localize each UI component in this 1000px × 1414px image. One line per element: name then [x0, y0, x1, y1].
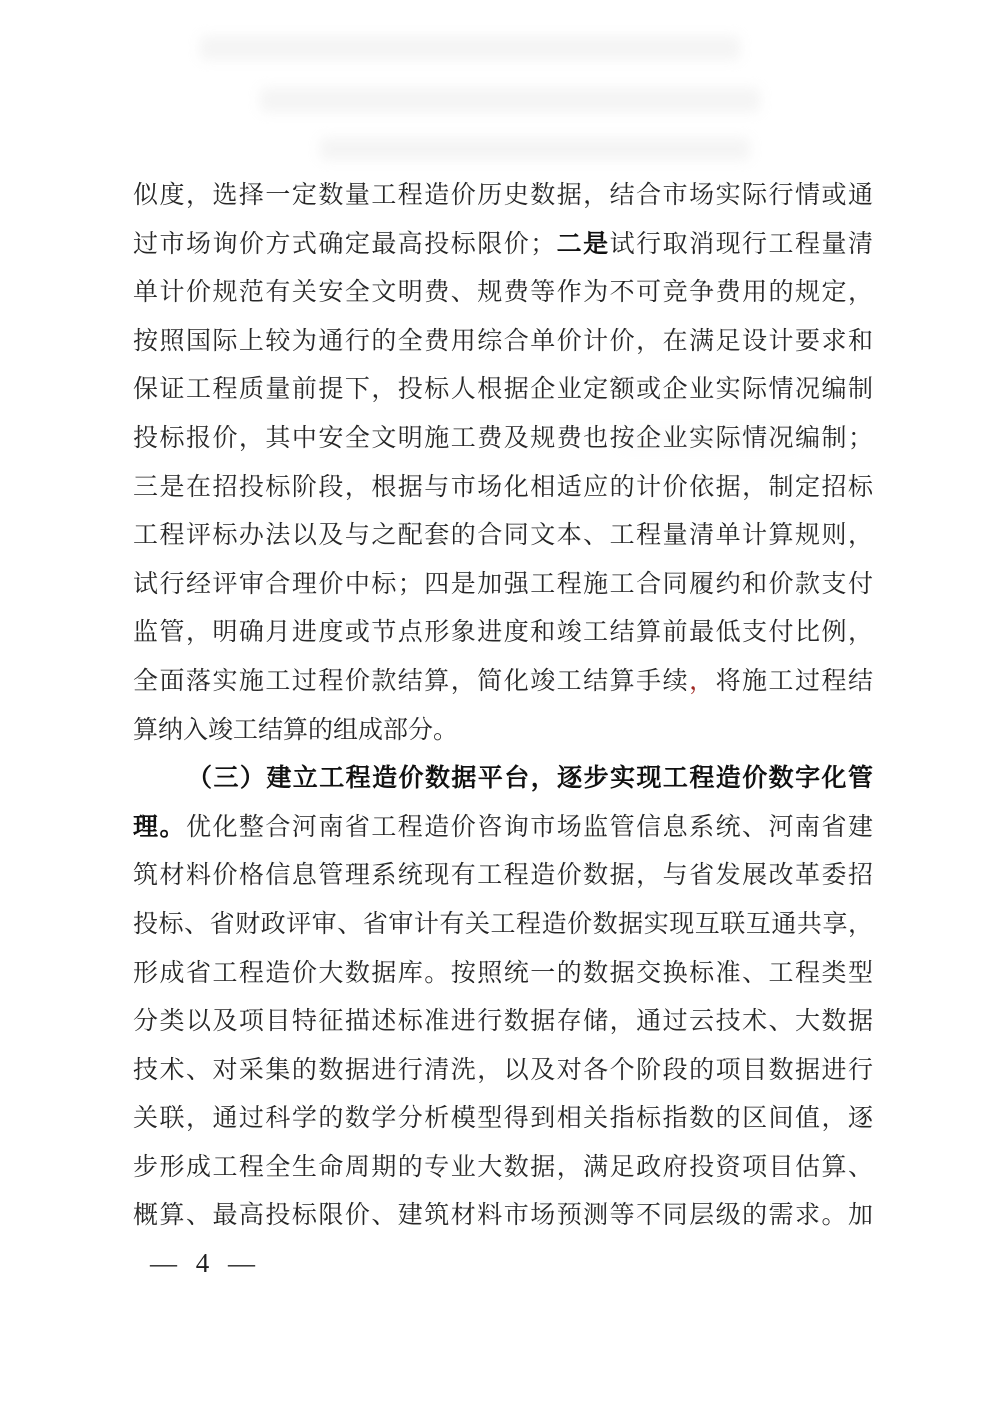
- text-segment: 分类以及项目特征描述标准进行数据存储，通过云技术、大数据: [133, 1008, 873, 1036]
- red-comma: ，: [689, 667, 716, 695]
- text-segment: 投标报价，其中安全文明施工费及规费也按企业实际情况编制；: [133, 424, 873, 452]
- text-segment: 形成省工程造价大数据库。按照统一的数据交换标准、工程类型: [133, 959, 873, 987]
- text-line: [133, 318, 873, 367]
- text-segment: 关联，通过科学的数学分析模型得到相关指标指数的区间值，逐: [133, 1105, 873, 1133]
- text-line: [133, 1095, 873, 1144]
- text-segment: 过市场询价方式确定最高投标限价；: [133, 230, 556, 258]
- text-segment: 单计价规范有关安全文明费、规费等作为不可竞争费用的规定，: [133, 279, 873, 307]
- text-line: [133, 269, 873, 318]
- text-segment: 试行取消现行工程量清: [609, 230, 873, 258]
- text-segment: 技术、对采集的数据进行清洗，以及对各个阶段的项目数据进行: [133, 1056, 873, 1084]
- text-line: [133, 1192, 873, 1241]
- text-segment: 全面落实施工过程价款结算，简化竣工结算手续: [133, 667, 690, 695]
- text-segment: 试行经评审合理价中标；四是加强工程施工合同履约和价款支付: [133, 570, 873, 598]
- scan-bleedthrough-artifact: [260, 88, 760, 112]
- text-segment: 三是在招投标阶段，根据与市场化相适应的计价依据，制定招标: [133, 473, 873, 501]
- text-line: [133, 561, 873, 610]
- text-segment: 投标、省财政评审、省审计有关工程造价数据实现互联互通共享，: [133, 910, 873, 938]
- text-line: [133, 609, 873, 658]
- text-line: [133, 1047, 873, 1096]
- text-line: [133, 901, 873, 950]
- text-segment: 保证工程质量前提下，投标人根据企业定额或企业实际情况编制: [133, 376, 873, 404]
- text-line: [133, 415, 873, 464]
- scan-bleedthrough-artifact: [320, 138, 750, 160]
- text-line: [133, 366, 873, 415]
- text-segment: 似度，选择一定数量工程造价历史数据，结合市场实际行情或通: [133, 182, 873, 209]
- text-line: [133, 804, 873, 853]
- text-line: [133, 172, 873, 221]
- text-segment: 按照国际上较为通行的全费用综合单价计价，在满足设计要求和: [133, 327, 873, 355]
- text-line: [133, 658, 873, 707]
- text-line: [133, 464, 873, 513]
- scan-bleedthrough-artifact: [200, 36, 740, 60]
- text-segment: 筑材料价格信息管理系统现有工程造价数据，与省发展改革委招: [133, 862, 873, 890]
- text-line: [133, 707, 873, 756]
- bold-text-segment: 理。: [133, 813, 186, 841]
- text-line: [133, 852, 873, 901]
- text-line: [133, 512, 873, 561]
- text-line: [133, 1144, 873, 1193]
- text-segment: 优化整合河南省工程造价咨询市场监管信息系统、河南省建: [185, 813, 873, 841]
- text-segment: 工程评标办法以及与之配套的合同文本、工程量清单计算规则，: [133, 522, 873, 550]
- text-segment: 监管，明确月进度或节点形象进度和竣工结算前最低支付比例，: [133, 619, 873, 647]
- text-segment: 算纳入竣工结算的组成部分。: [133, 716, 459, 744]
- text-block: [133, 172, 873, 1241]
- page-number: — 4 —: [150, 1248, 261, 1278]
- text-segment: 概算、最高投标限价、建筑材料市场预测等不同层级的需求。加: [133, 1202, 873, 1230]
- text-segment: 将施工过程结: [715, 667, 873, 695]
- bold-text-segment: 二是: [555, 230, 610, 258]
- text-segment: 步形成工程全生命周期的专业大数据，满足政府投资项目估算、: [133, 1153, 873, 1181]
- text-line: [133, 950, 873, 999]
- text-line: [133, 998, 873, 1047]
- bold-text-segment: （三）建立工程造价数据平台，逐步实现工程造价数字化管: [187, 765, 873, 793]
- text-line: [133, 755, 873, 804]
- text-line: [133, 221, 873, 270]
